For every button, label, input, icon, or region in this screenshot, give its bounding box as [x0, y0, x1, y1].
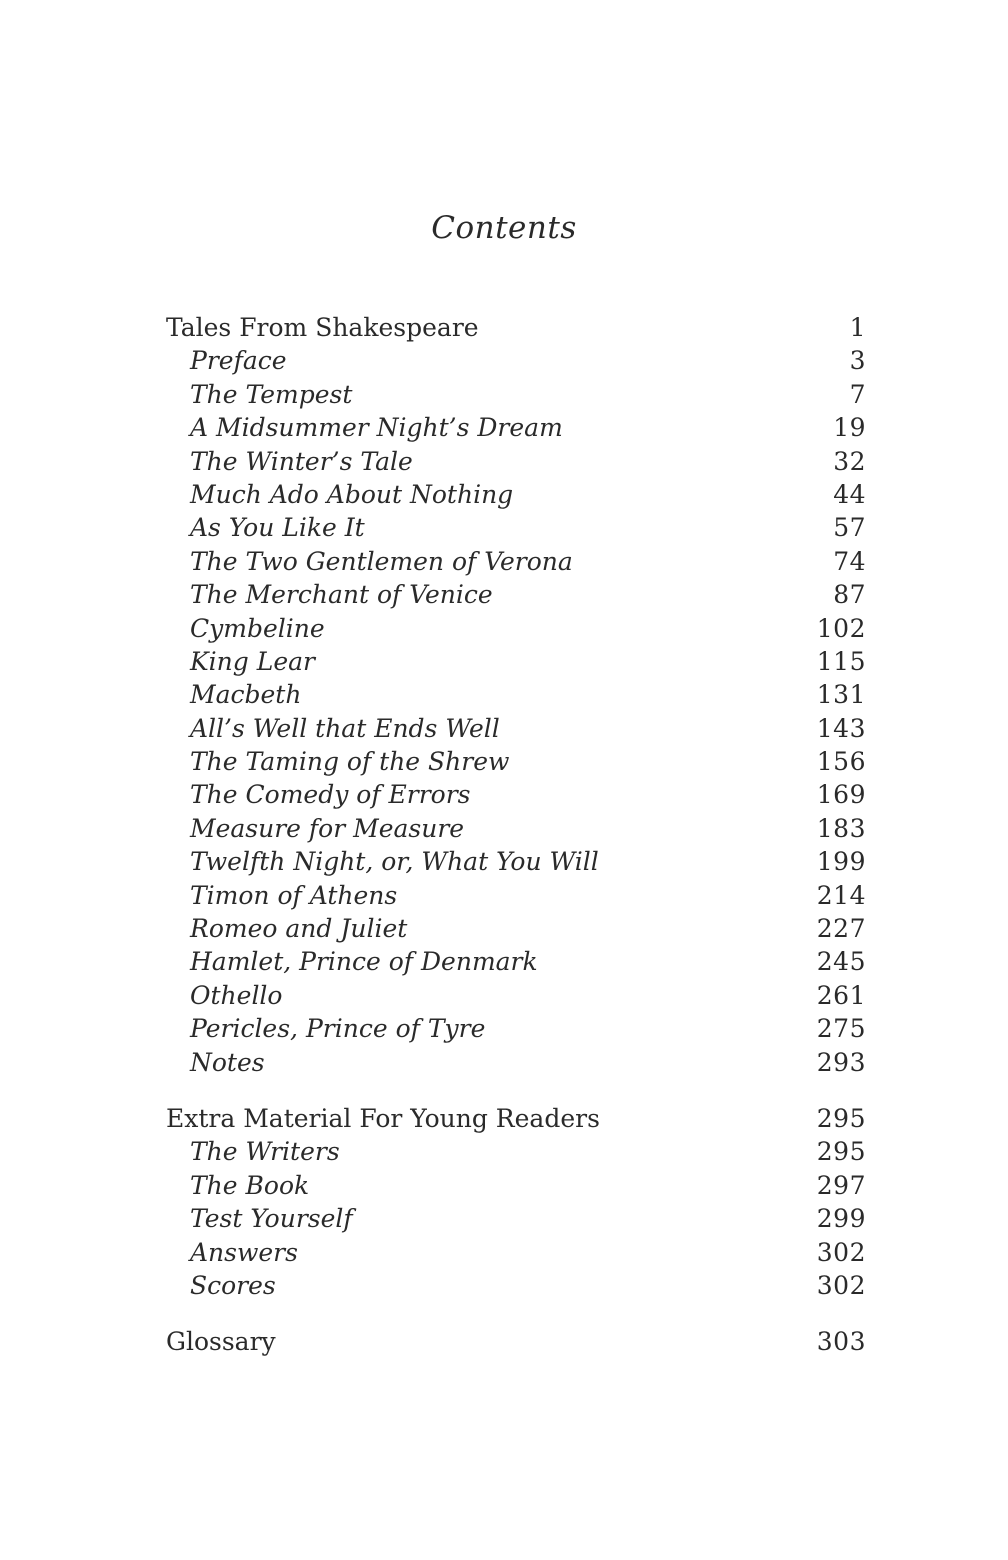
toc-entry-label: Cymbeline — [190, 613, 325, 643]
table-of-contents — [166, 311, 866, 1359]
toc-entry — [166, 778, 866, 811]
toc-entry-page-number: 183 — [816, 813, 866, 843]
toc-entry-label: The Book — [190, 1170, 310, 1200]
toc-entry-page-number: 297 — [816, 1170, 866, 1200]
toc-heading-page-number: 303 — [816, 1327, 866, 1357]
toc-heading-label: Tales From Shakespeare — [166, 313, 479, 342]
toc-entry — [166, 912, 866, 945]
toc-entry-page-number: 169 — [816, 780, 866, 810]
toc-entry — [166, 678, 866, 711]
toc-entry — [166, 812, 866, 845]
toc-section — [166, 1102, 866, 1302]
toc-entry-label: The Tempest — [190, 379, 353, 409]
toc-entry-page-number: 74 — [833, 546, 866, 576]
toc-entry-page-number: 227 — [816, 914, 866, 944]
toc-entry-label: Hamlet, Prince of Denmark — [190, 947, 538, 977]
toc-entry — [166, 545, 866, 578]
toc-entry-page-number: 245 — [816, 947, 866, 977]
toc-section — [166, 311, 866, 1079]
toc-entry-label: All’s Well that Ends Well — [190, 713, 500, 743]
toc-entry-label: Measure for Measure — [190, 813, 465, 843]
toc-entry-page-number: 199 — [816, 847, 866, 877]
toc-entry — [166, 845, 866, 878]
toc-entry-label: Answers — [190, 1237, 298, 1267]
toc-entry-label: As You Like It — [190, 513, 365, 543]
toc-section — [166, 1325, 866, 1358]
toc-entry-label: Timon of Athens — [190, 880, 398, 910]
toc-entry-label: Macbeth — [190, 680, 302, 710]
toc-entry — [166, 1012, 866, 1045]
toc-entry — [166, 1046, 866, 1079]
toc-entry — [166, 411, 866, 444]
toc-entry-label: Preface — [190, 346, 287, 376]
toc-entry-page-number: 3 — [849, 346, 866, 376]
toc-entry-page-number: 19 — [833, 413, 866, 443]
toc-entry — [166, 1135, 866, 1168]
toc-entry-page-number: 156 — [816, 747, 866, 777]
toc-entry-page-number: 295 — [816, 1137, 866, 1167]
toc-entry-page-number: 143 — [816, 713, 866, 743]
toc-entry — [166, 745, 866, 778]
toc-entry-page-number: 214 — [816, 880, 866, 910]
toc-section-heading — [166, 1325, 866, 1358]
toc-entry-page-number: 261 — [816, 980, 866, 1010]
toc-entry — [166, 1269, 866, 1302]
toc-entry — [166, 344, 866, 377]
toc-entry — [166, 445, 866, 478]
toc-entry — [166, 578, 866, 611]
toc-entry-label: Scores — [190, 1270, 276, 1300]
toc-entry — [166, 1236, 866, 1269]
toc-entry-page-number: 115 — [816, 646, 866, 676]
toc-entry — [166, 478, 866, 511]
toc-entry — [166, 1169, 866, 1202]
toc-entry-label: Much Ado About Nothing — [190, 479, 514, 509]
toc-entry-page-number: 57 — [833, 513, 866, 543]
toc-heading-page-number: 1 — [849, 313, 866, 342]
toc-heading-page-number: 295 — [816, 1103, 866, 1133]
toc-entry-label: Notes — [190, 1047, 265, 1077]
toc-entry-label: The Comedy of Errors — [190, 780, 471, 810]
toc-entry — [166, 712, 866, 745]
toc-entry-label: The Winter’s Tale — [190, 446, 413, 476]
toc-heading-label: Glossary — [166, 1327, 276, 1357]
toc-entry — [166, 645, 866, 678]
toc-entry-label: Twelfth Night, or, What You Will — [190, 847, 599, 877]
toc-entry-page-number: 44 — [833, 479, 866, 509]
toc-entry-label: The Taming of the Shrew — [190, 747, 510, 777]
toc-entry-label: Pericles, Prince of Tyre — [190, 1014, 486, 1044]
toc-entry-label: A Midsummer Night’s Dream — [190, 413, 563, 443]
toc-entry-label: King Lear — [190, 646, 315, 676]
toc-entry — [166, 511, 866, 544]
toc-entry-page-number: 87 — [833, 580, 866, 610]
toc-entry-label: The Writers — [190, 1137, 340, 1167]
toc-entry-label: Romeo and Juliet — [190, 914, 408, 944]
toc-entry-page-number: 293 — [816, 1047, 866, 1077]
toc-entry-page-number: 275 — [816, 1014, 866, 1044]
toc-entry — [166, 378, 866, 411]
toc-entry-page-number: 7 — [849, 379, 866, 409]
toc-entry-page-number: 302 — [816, 1237, 866, 1267]
toc-entry — [166, 1202, 866, 1235]
page-title: Contents — [431, 210, 577, 246]
toc-entry-label: Othello — [190, 980, 283, 1010]
toc-section-heading — [166, 311, 866, 344]
toc-entry-page-number: 102 — [816, 613, 866, 643]
toc-entry-page-number: 32 — [833, 446, 866, 476]
toc-section-heading — [166, 1102, 866, 1135]
toc-entry-label: Test Yourself — [190, 1204, 353, 1234]
toc-entry — [166, 979, 866, 1012]
toc-entry-label: The Merchant of Venice — [190, 580, 493, 610]
toc-entry-page-number: 302 — [816, 1270, 866, 1300]
toc-entry-page-number: 299 — [816, 1204, 866, 1234]
toc-entry — [166, 945, 866, 978]
toc-entry — [166, 879, 866, 912]
toc-heading-label: Extra Material For Young Readers — [166, 1103, 600, 1133]
toc-entry-page-number: 131 — [816, 680, 866, 710]
toc-entry — [166, 612, 866, 645]
toc-entry-label: The Two Gentlemen of Verona — [190, 546, 573, 576]
